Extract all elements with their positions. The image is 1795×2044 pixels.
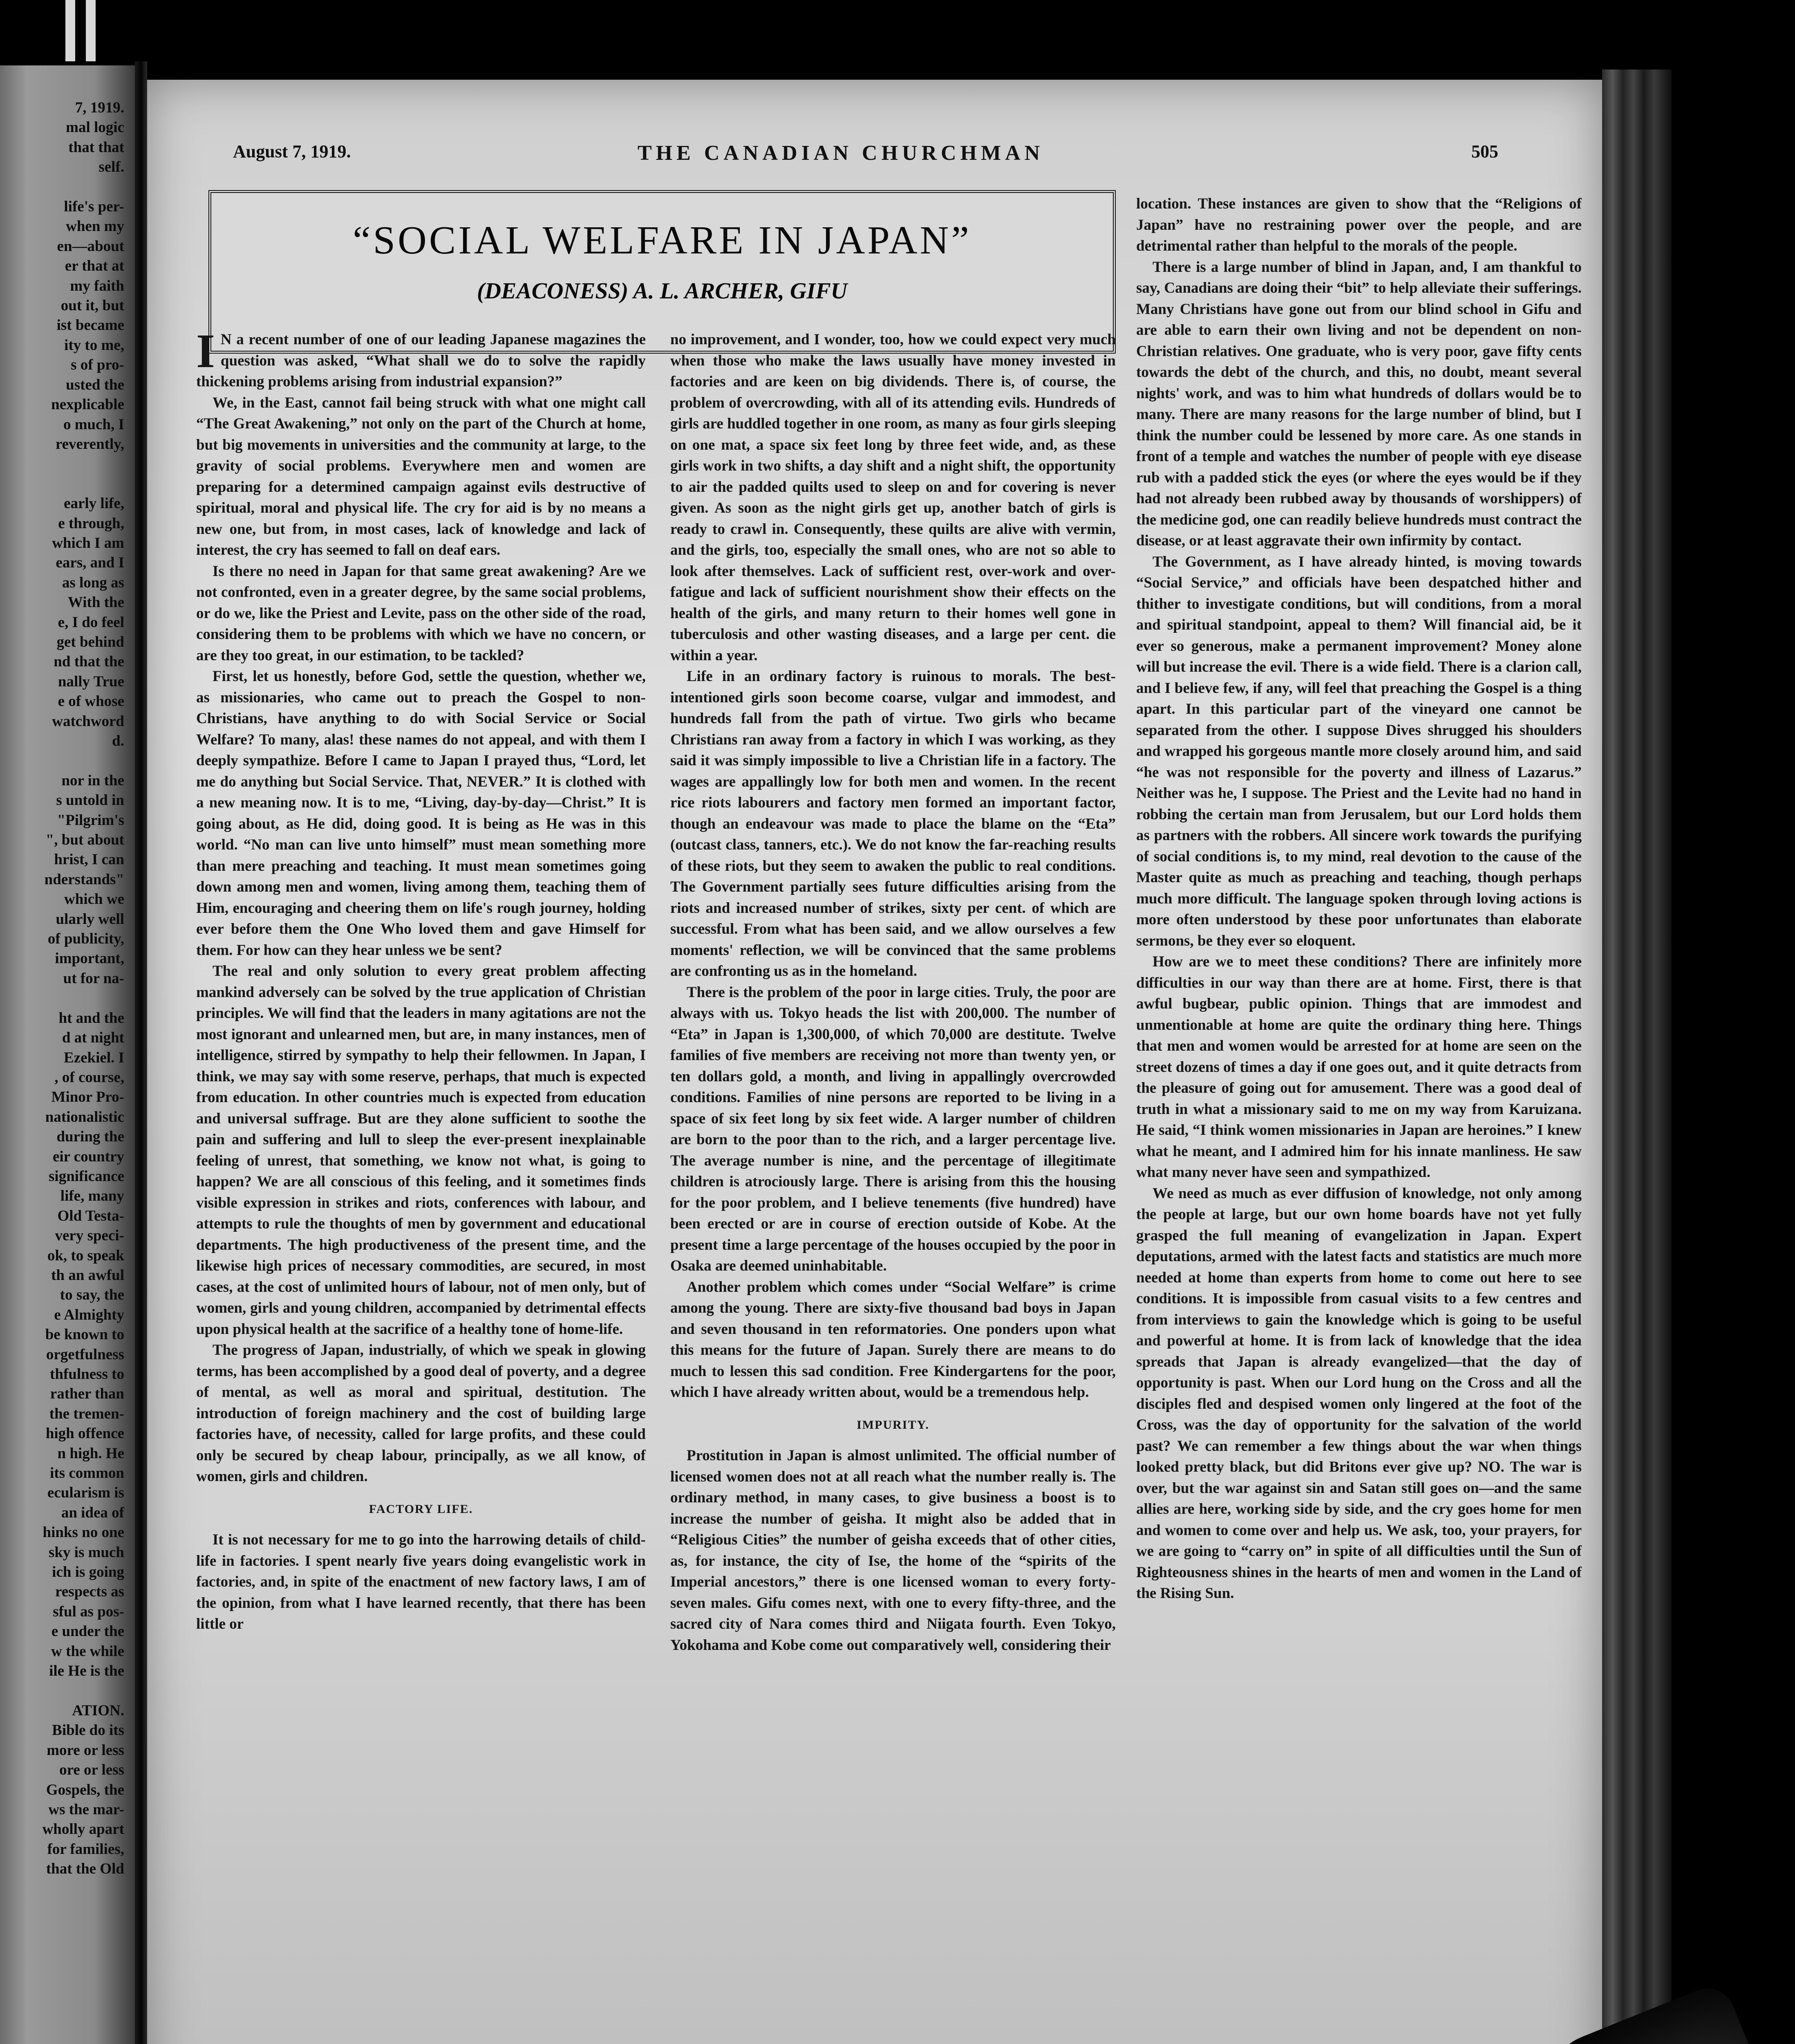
facing-page-line: Old Testa- xyxy=(57,1207,124,1224)
facing-page-line: th an awful xyxy=(51,1266,124,1284)
facing-page-line: self. xyxy=(98,159,124,176)
facing-page-line: orgetfulness xyxy=(46,1346,124,1363)
facing-page-line: ist became xyxy=(56,317,124,334)
facing-page-line: of publicity, xyxy=(47,930,124,948)
facing-page-line: ecularism is xyxy=(47,1484,124,1502)
section-heading: IMPURITY. xyxy=(857,1418,929,1432)
paragraph: Another problem which comes under “Social Welfare” is crime among the young. There are sixty-five thousand bad boys in Japan and seven thousand in ten reformatories. One ponders upon what this means for the future of Japan. Surely there are means to do much to lessen this sad condition. Free Kindergartens for the poor, which I have already written about, would be a tremendous help. xyxy=(670,1278,1116,1401)
facing-page-line: ity to me, xyxy=(64,336,124,354)
facing-page-line: Ezekiel. I xyxy=(64,1049,124,1066)
facing-page-line: ATION. xyxy=(72,1702,124,1719)
facing-page-line: Bible do its xyxy=(52,1722,124,1739)
facing-page-line: watchword xyxy=(52,713,124,730)
section-heading: FACTORY LIFE. xyxy=(369,1502,473,1516)
facing-page-line: sky is much xyxy=(48,1544,124,1561)
facing-page-line: hrist, I can xyxy=(54,851,124,868)
paragraph: There is a large number of blind in Japan, and, I am thankful to say, Canadians are doing their “bit” to help alleviate their sufferings. Many Christians have gone out from our blind school in Gifu and are able to earn their own living and not be dependent on non-Christian relatives. One graduate, who is very poor, gave fifty cents towards the debt of the church, and this, no doubt, meant several nights' work, and was to him what hundreds of dollars would be to many. There are many reasons for the large number of blind, but I think the number could be lessened by more care. As one stands in front of a temple and watches the number of people with eye disease rub with a padded stick the eyes (or where the eyes would be if they had not already been rubbed away by thousands of worshippers) of the medicine god, one can readily believe hundreds must contract the disease, or at least aggravate their own infirmity by contact. xyxy=(1136,258,1582,549)
facing-page-line: rather than xyxy=(50,1385,124,1403)
page-number: 505 xyxy=(1471,141,1498,161)
facing-page-line: d. xyxy=(112,733,124,749)
book-gutter xyxy=(135,61,147,2044)
paragraph: The progress of Japan, industrially, of which we speak in glowing terms, has been accomplished by a good deal of poverty, and a degree of mental, as well as moral and spiritual, destitution. The introduction of foreign machinery and the cost of building large factories have, of necessity, called for large profits, and these could only be secured by cheap labour, principally, as we all know, of women, girls and children. xyxy=(196,1342,646,1485)
facing-page-line: out it, but xyxy=(60,297,124,314)
facing-page-line: for families, xyxy=(47,1840,124,1858)
paragraph: The real and only solution to every great problem affecting mankind adversely can be solved by the true application of Christian principles. We will find that the leaders in many agitations are not the most ignorant and unlearned men, but are, in many instances, men of intelligence, stirred by sympathy to help their fellowmen. In Japan, I think, we may say with some reserve, perhaps, that much is expected from education. In other countries much is expected from education and universal suffrage. But are they alone sufficient to soothe the pain and suffering and lull to sleep the ever-present inexplainable feeling of unrest, that something, we know not what, is going to happen? We are all conscious of this feeling, and it sometimes finds visible expression in strikes and riots, conferences with labour, and attempts to rule the thoughts of men by government and educational departments. The high productiveness of the present time, and the likewise high prices of necessary commodities, are secured, in most cases, at the cost of unlimited hours of labour, not of men only, but of women, girls and young children, accompanied by detrimental effects upon physical health at the sacrifice of a healthy tone of home-life. xyxy=(196,963,646,1338)
facing-page-line: eir country xyxy=(52,1148,124,1165)
paragraph: Is there no need in Japan for that same great awakening? Are we not confronted, even in a greater degree, by the same social problems, or do we, like the Priest and Levite, pass on the other side of the road, considering them to be problems with which we have no concern, or are they too great, in our estimation, to be tackled? xyxy=(196,563,646,664)
facing-page-line: With the xyxy=(67,594,124,611)
facing-page-line: an idea of xyxy=(61,1504,124,1521)
facing-page-line: which we xyxy=(64,891,124,908)
facing-page-line xyxy=(2,177,124,197)
facing-page-line: when my xyxy=(66,218,124,235)
issue-date: August 7, 1919. xyxy=(233,141,351,161)
facing-page-line: nexplicable xyxy=(51,396,124,413)
facing-page-line: en—about xyxy=(57,238,124,255)
facing-page-line xyxy=(2,1681,124,1701)
facing-page-line: life's per- xyxy=(64,198,124,215)
facing-page-line xyxy=(2,751,124,771)
paragraph: no improvement, and I wonder, too, how we could expect very much when those who make the laws usually have money invested in factories and are keen on big dividends. There is, of course, the problem of overcrowding, with all of its attending evils. Hundreds of girls are huddled together in one room, as many as four girls sleeping on one mat, a space six feet long by three feet wide, and, as these girls work in two shifts, a day shift and a night shift, the opportunity to air the padded quilts used to sleep on and for covering is never given. As soon as the night girls get up, another batch of girls is ready to crawl in. Consequently, these quilts are alive with vermin, and the girls, too, especially the small ones, who are not so able to look after themselves. Lack of sufficient rest, over-work and over-fatigue and lack of sufficient nourishment show their effects on the health of the girls, and many return to their homes well gone in tuberculosis and other wasting diseases, and a large per cent. die within a year. xyxy=(670,331,1116,664)
paragraph: Prostitution in Japan is almost unlimited. The official number of licensed women does not at all reach what the number really is. The ordinary method, in many cases, to give business a boost is to increase the number of geisha. It might also be added that in “Religious Cities” the number of geisha exceeds that of other cities, as, for instance, the city of Ise, the home of the “spirits of the Imperial ancestors,” there is one licensed woman to every forty-seven males. Gifu comes next, with one to every fifty-three, and the sacred city of Nara comes third and Niigata fourth. Even Tokyo, Yokohama and Kobe come out comparatively well, considering their xyxy=(670,1447,1116,1654)
facing-page-line: n high. He xyxy=(57,1445,124,1462)
facing-page-line: respects as xyxy=(55,1583,124,1600)
facing-page-line: Gospels, the xyxy=(46,1781,124,1798)
facing-page-line xyxy=(2,988,124,1008)
facing-page-line: wholly apart xyxy=(42,1821,124,1838)
facing-page-line: "Pilgrim's xyxy=(57,811,124,829)
facing-page-line: early life, xyxy=(64,495,124,512)
paragraph: We need as much as ever diffusion of knowledge, not only among the people at large, but our own home boards have not yet fully grasped the full meaning of evangelization in Japan. Expert deputations, armed with the latest facts and statistics are much more needed at home than experts from home to come out here to see conditions. It is impossible from casual visits to a few centres and from interviews to gain the knowledge which is going to be useful and powerful at home. It is from lack of knowledge that the idea spreads that Japan is already evangelized—that the day of opportunity is past. When our Lord hung on the Cross and all the disciples fled and despised women only lingered at the foot of the Cross, was the day of opportunity for the salvation of the world past? We can remember a few things about the war when things looked pretty black, but did Britons ever give up? NO. The war is over, but the war against sin and Satan still goes on—and the same allies are here, working side by side, and the cry goes home for men and women to come over and help us. We ask, too, your prayers, for we are going to “carry on” in spite of all difficulties until the Sun of Righteousness shines in the hearts of men and women in the Land of the Rising Sun. xyxy=(1136,1185,1582,1602)
facing-page-line: as long as xyxy=(62,574,124,591)
film-sprocket-mark xyxy=(86,0,96,61)
facing-page-line: hinks no one xyxy=(43,1524,124,1541)
facing-page-line: usted the xyxy=(66,376,124,393)
facing-page-line: er that at xyxy=(65,258,124,275)
facing-page-line: d at night xyxy=(62,1029,124,1047)
facing-page-line: ore or less xyxy=(59,1762,124,1779)
newspaper-page xyxy=(147,80,1602,2044)
facing-page-line: very speci- xyxy=(55,1227,124,1244)
paragraph: I N a recent number of one of our leading Japanese magazines the question was asked, “What shall we do to solve the rapidly thickening problems arising from industrial expansion?” xyxy=(196,324,646,390)
facing-page-line: ich is going xyxy=(52,1564,124,1581)
paragraph: It is not necessary for me to go into the harrowing details of child-life in factories. I spent nearly five years doing evangelistic work in factories, and, in spite of the enactment of new factory laws, I am of the opinion, from what I have learned recently, that there has been little or xyxy=(196,1531,646,1632)
facing-page xyxy=(0,65,135,2044)
facing-page-line: to say, the xyxy=(60,1286,124,1304)
facing-page-line: which I am xyxy=(52,534,124,551)
facing-page-line: reverently, xyxy=(55,435,124,453)
facing-page-line: more or less xyxy=(47,1741,124,1759)
facing-page-line xyxy=(2,454,124,474)
facing-page-line: that the Old xyxy=(46,1860,124,1878)
facing-page-text xyxy=(2,98,124,1879)
facing-page-line: s untold in xyxy=(56,792,124,809)
facing-page-line: nderstands" xyxy=(44,871,124,888)
paragraph: The Government, as I have already hinted, is moving towards “Social Service,” and officials have been despatched hither and thither to investigate conditions, but will conditions, from a moral and spiritual standpoint, appeal to them? Will financial aid, be it ever so generous, make a permanent improvement? Money alone will but increase the evil. There is a wide field. There is a clarion call, and I believe few, if any, will feel that preaching the Gospel is a thing apart. In this particular part of the vineyard one cannot be separated from the other. I suppose Dives shrugged his shoulders and wrapped his gorgeous mantle more closely around him, and said “he was not responsible for the poverty and illness of Lazarus.” Neither was he, I suppose. The Priest and the Levite had no hand in robbing the certain man from Jerusalem, but our Lord holds them as partners with the robbers. All sincere work towards the purifying of social conditions is, to my mind, real devotion to the cause of the Master quite as much as preaching and teaching, though perhaps much more difficult. The language spoken through loving actions is more often understood by these poor unfortunates than elaborate sermons, be they ever so eloquent. xyxy=(1136,553,1582,949)
facing-page-line: nationalistic xyxy=(45,1108,124,1125)
facing-page-line: , of course, xyxy=(54,1069,124,1086)
facing-page-line: ile He is the xyxy=(49,1663,124,1680)
facing-page-line: ularly well xyxy=(56,910,124,928)
facing-page-line: be known to xyxy=(45,1326,124,1343)
facing-page-line: e under the xyxy=(51,1623,124,1640)
facing-page-line: ", but about xyxy=(45,831,124,849)
facing-page-line: important, xyxy=(55,950,124,967)
paragraph: location. These instances are given to show that the “Religions of Japan” have no restraining power over the people, and are detrimental rather than helpful to the morals of the people. xyxy=(1136,195,1582,254)
article-column-2 xyxy=(670,329,1116,1656)
article-title: “SOCIAL WELFARE IN JAPAN” xyxy=(353,218,971,262)
facing-page-line: Minor Pro- xyxy=(51,1089,124,1106)
drop-cap: I xyxy=(196,324,215,378)
facing-page-line: s of pro- xyxy=(71,356,124,374)
article-column-3 xyxy=(1136,193,1582,1604)
facing-page-line: w the while xyxy=(51,1643,124,1660)
facing-page-line: high offence xyxy=(45,1425,124,1442)
facing-page-line: its common xyxy=(50,1465,124,1482)
facing-page-line: e, I do feel xyxy=(58,614,124,631)
facing-page-line: during the xyxy=(56,1128,124,1145)
facing-page-line: sful as pos- xyxy=(53,1603,124,1620)
facing-page-line: ok, to speak xyxy=(47,1247,124,1264)
publication-title: THE CANADIAN CHURCHMAN xyxy=(638,141,1044,165)
facing-page-line: significance xyxy=(49,1168,124,1185)
paragraph: Life in an ordinary factory is ruinous to morals. The best-intentioned girls soon become coarse, vulgar and immodest, and hundreds fall from the path of virtue. Two girls who became Christians ran away from a factory in which I was working, as they said it was simply impossible to live a Christian life in a factory. The wages are appallingly low for both men and women. In the recent rice riots labourers and factory men formed an important factor, though an endeavour was made to place the blame on the “Eta” (outcast class, tanners, etc.). We do not know the far-reaching results of these riots, but they seem to awaken the public to real conditions. The Government partially sees future difficulties arising from the riots and increased number of strikes, sixty per cent. of which are successful. From what has been said, and we allow ourselves a few moments' reflection, we will be convinced that the same problems are confronting us as in the homeland. xyxy=(670,668,1116,979)
facing-page-line: ws the mar- xyxy=(48,1801,124,1818)
facing-page-line: the tremen- xyxy=(49,1405,124,1422)
facing-page-line: nor in the xyxy=(61,772,124,789)
article-byline: (DEACONESS) A. L. ARCHER, GIFU xyxy=(477,278,848,304)
facing-page-line: e through, xyxy=(58,515,124,532)
paragraph: There is the problem of the poor in large cities. Truly, the poor are always with us. Tokyo heads the list with 200,000. The number of “Eta” in Japan is 1,300,000, of which 70,000 are destitute. Twelve families of five members are receiving not more than twenty yen, or ten dollars gold, a month, and living in appallingly overcrowded conditions. Families of nine persons are reported to be living in a space of six feet long by six feet wide. A larger number of children are born to the poor than to the rich, and a larger percentage live. The average number is nine, and the percentage of illegitimate children is atrociously large. There is arising from this the housing for the poor problem, and I believe tenements (five hundred) have been erected or are in course of erection outside of Kobe. At the present time a large percentage of the houses occupied by the poor in Osaka are deemed uninhabitable. xyxy=(670,984,1116,1274)
facing-page-line: thfulness to xyxy=(50,1366,124,1383)
paragraph: First, let us honestly, before God, settle the question, whether we, as missionaries, who came out to preach the Gospel to non-Christians, have anything to do with Social Service or Social Welfare? To many, alas! these names do not appeal, and with them I deeply sympathize. Before I came to Japan I prayed thus, “Lord, let me do anything but Social Service. That, NEVER.” It is clothed with a new meaning now. It is to me, “Living, day-by-day—Christ.” It is going about, as He did, doing good. It is being as He was in this world. “No man can live unto himself” must mean something more than mere preaching and teaching. It must mean sometimes going down among men and women, living among them, teaching them of Him, encouraging and cheering them on life's rough journey, holding ever before them the One Who loved them and gave Himself for them. For how can they hear unless we be sent? xyxy=(196,668,646,959)
facing-page-line: get behind xyxy=(56,633,124,650)
article-column-1 xyxy=(196,324,646,1635)
facing-page-line: e Almighty xyxy=(54,1306,124,1323)
paragraph: We, in the East, cannot fail being struck with what one might call “The Great Awakening,” not only on the part of the Church at home, but big movements in universities and the community at large, to the gravity of social problems. Everywhere men and women are preparing for a determined campaign against evils destructive of spiritual, moral and physical life. The cry for aid is by no means a new one, but from, in most cases, lack of knowledge and lack of interest, the cry has seemed to fall on deaf ears. xyxy=(196,394,646,558)
facing-page-line: nally True xyxy=(58,673,124,690)
facing-page-line xyxy=(2,474,124,494)
facing-page-line: ut for na- xyxy=(63,970,124,987)
facing-page-line: ears, and I xyxy=(56,554,124,572)
page-edges xyxy=(1602,69,1672,2044)
facing-page-line: e of whose xyxy=(58,693,124,710)
facing-page-line: that that xyxy=(68,139,124,156)
facing-page-date: 7, 1919. xyxy=(75,99,124,116)
facing-page-line: o much, I xyxy=(63,416,124,433)
facing-page-line: ht and the xyxy=(58,1009,124,1026)
film-sprocket-mark xyxy=(65,0,75,61)
facing-page-line: life, many xyxy=(60,1188,124,1205)
facing-page-line: nd that the xyxy=(54,653,124,670)
facing-page-line: mal logic xyxy=(66,119,124,136)
paragraph: How are we to meet these conditions? There are infinitely more difficulties in our way than there are at home. First, there is that awful bugbear, public opinion. Things that are immodest and unmentionable at home are quite the ordinary thing here. Things that men and women would be arrested for at home are seen on the street dozens of times a day if one goes out, and it quite detracts from the pleasure of going out for amusement. There was a good deal of truth in what a missionary said to me on my way from Karuizana. He said, “I think women missionaries in Japan are heroines.” I knew what he meant, and I admired him for his innate manliness. He saw what many never have seen and sympathized. xyxy=(1136,953,1582,1181)
facing-page-line: my faith xyxy=(70,277,124,294)
